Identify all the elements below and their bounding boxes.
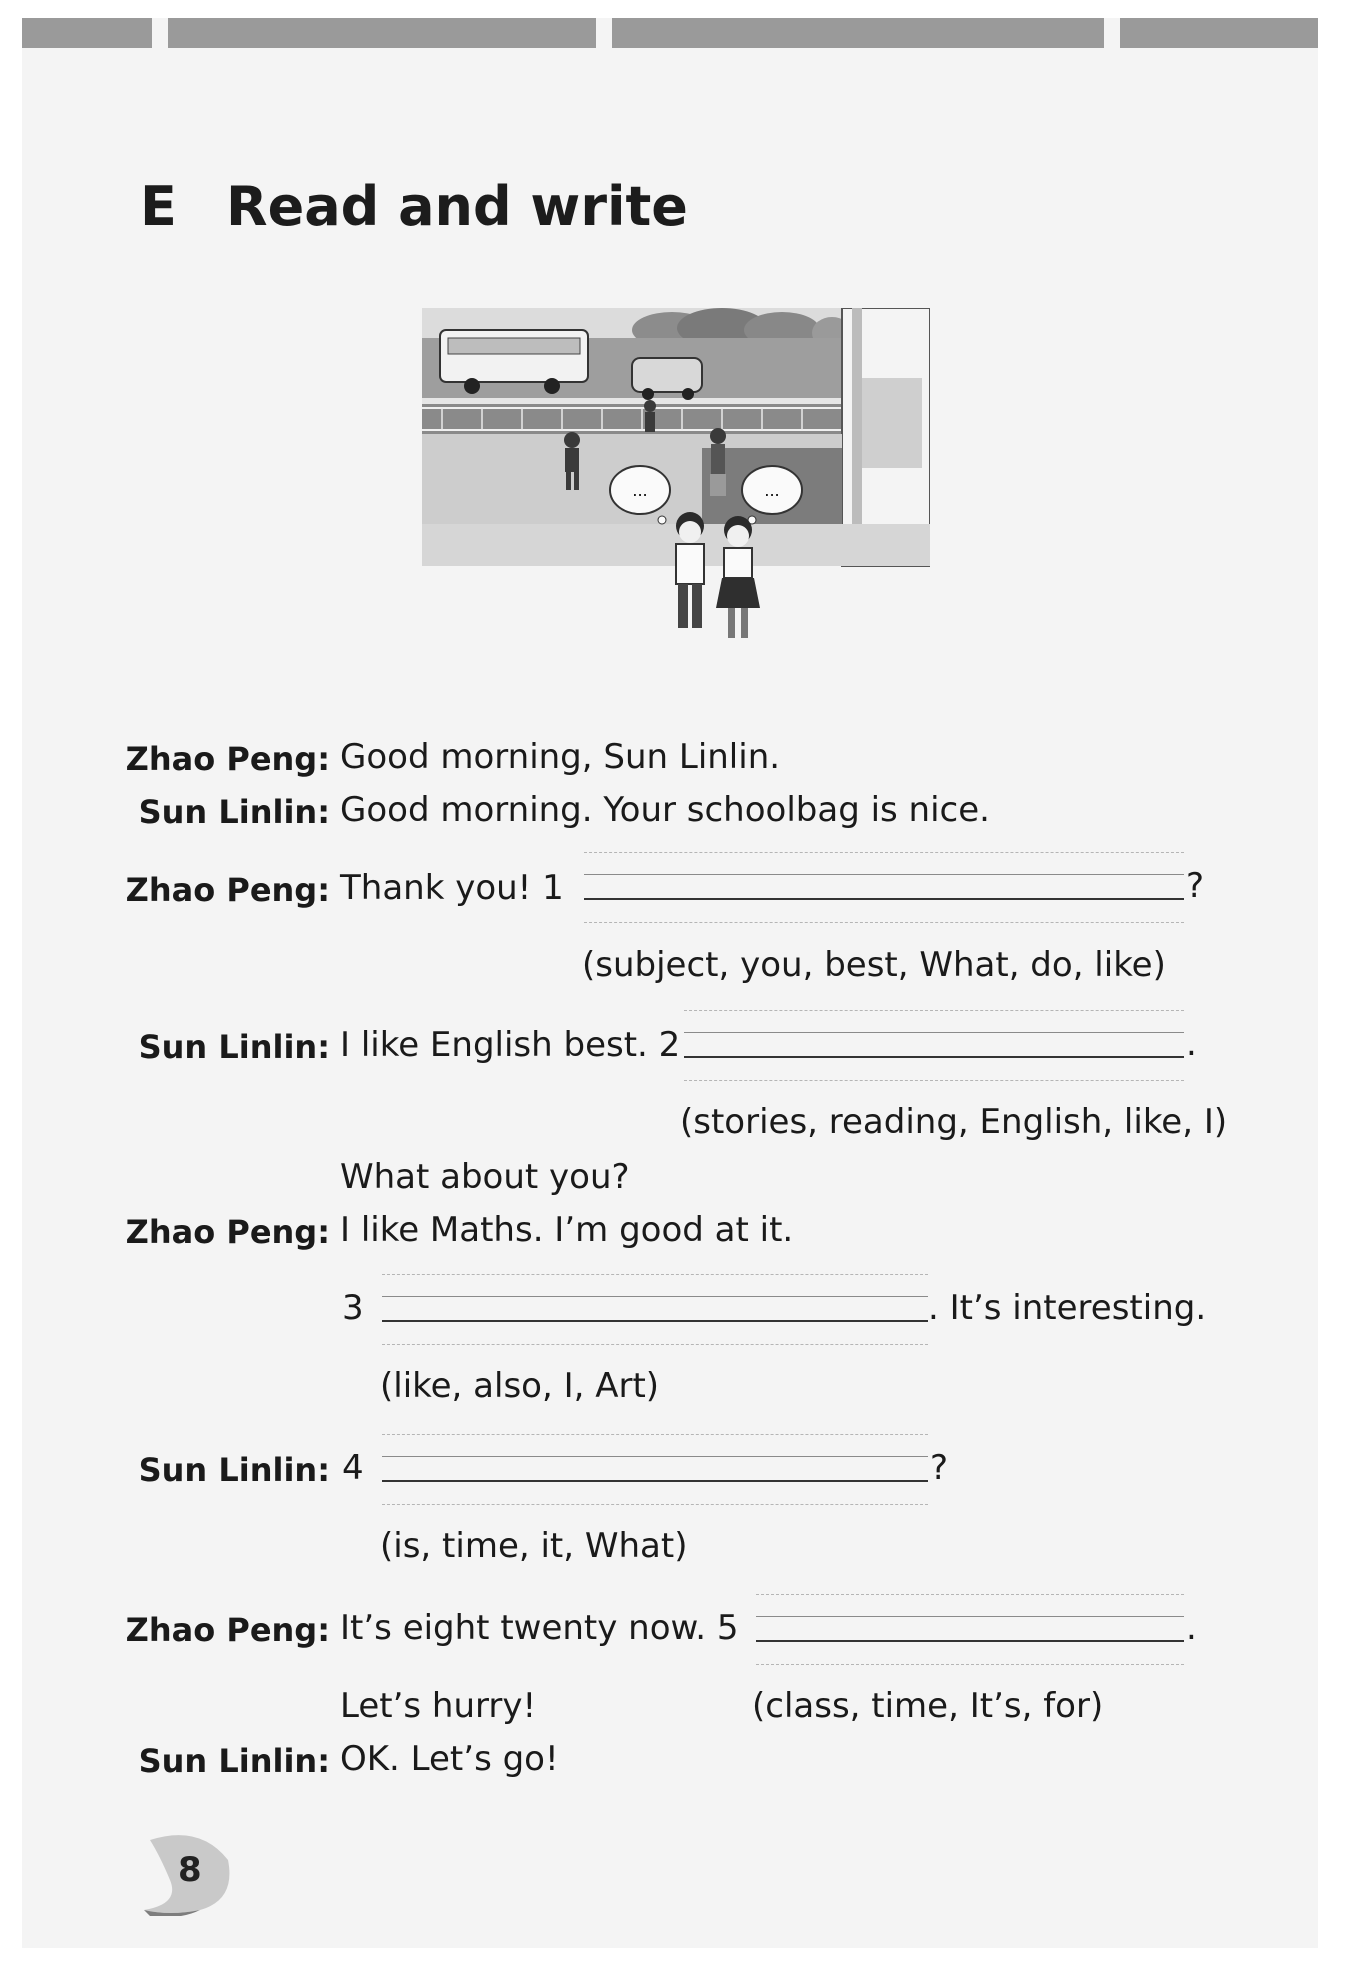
word-hint: (is, time, it, What) [380,1526,688,1566]
writing-guide-line [756,1664,1184,1665]
word-hint: (class, time, It’s, for) [752,1686,1104,1726]
dialogue-line: Let’s hurry! [340,1686,537,1726]
dialogue-line: OK. Let’s go! [340,1739,559,1779]
dialogue-line: Good morning. Your schoolbag is nice. [340,790,990,830]
end-punctuation: . [1186,1608,1197,1648]
speaker-label: Zhao Peng: [125,1611,330,1649]
writing-guide-line [756,1594,1184,1595]
writing-guide-line [584,922,1184,923]
speaker-label: Sun Linlin: [138,1028,330,1066]
speaker-label: Zhao Peng: [125,740,330,778]
section-letter: E [140,175,177,238]
answer-blank-5[interactable] [756,1640,1184,1642]
writing-guide-line [684,1010,1184,1011]
dialogue-line: I like English best. 2 [340,1025,681,1065]
thought-bubble-text: ... [764,481,780,500]
writing-guide-line [684,1080,1184,1081]
answer-blank-4[interactable] [382,1480,928,1482]
word-hint: (subject, you, best, What, do, like) [582,945,1166,985]
dialogue-line: Good morning, Sun Linlin. [340,737,781,777]
writing-guide-line [382,1504,928,1505]
header-bar [1120,18,1318,48]
end-punctuation: ? [930,1448,949,1488]
header-bar [612,18,1104,48]
answer-blank-2[interactable] [684,1056,1184,1058]
dialogue-line: I like Maths. I’m good at it. [340,1210,794,1250]
answer-blank-3[interactable] [382,1320,928,1322]
speaker-label: Zhao Peng: [125,1213,330,1251]
end-punctuation: . [1186,1024,1197,1064]
writing-guide-line [382,1274,928,1275]
section-heading: Read and write [226,175,688,238]
header-bar [22,18,152,48]
speaker-label: Sun Linlin: [138,1742,330,1780]
page-number: 8 [178,1850,202,1890]
speaker-label: Sun Linlin: [138,1451,330,1489]
speaker-label: Sun Linlin: [138,793,330,831]
header-bar [168,18,596,48]
answer-blank-1[interactable] [584,898,1184,900]
thought-bubble-text: ... [632,481,648,500]
blank-number: 3 [342,1288,364,1328]
speaker-label: Zhao Peng: [125,871,330,909]
writing-guide-line [382,1434,928,1435]
section-title [140,175,688,238]
blank-number: 4 [342,1448,364,1488]
dialogue-line: It’s eight twenty now. 5 [340,1608,739,1648]
dialogue-line: What about you? [340,1157,630,1197]
word-hint: (stories, reading, English, like, I) [680,1102,1228,1142]
school-street-illustration [422,308,930,668]
writing-guide-line [382,1296,928,1297]
writing-guide-line [382,1456,928,1457]
dialogue-line: Thank you! 1 [340,868,564,908]
writing-guide-line [684,1032,1184,1033]
writing-guide-line [382,1344,928,1345]
writing-guide-line [584,874,1184,875]
writing-guide-line [756,1616,1184,1617]
dialogue-line: . It’s interesting. [928,1288,1207,1328]
word-hint: (like, also, I, Art) [380,1366,660,1406]
end-punctuation: ? [1186,866,1205,906]
writing-guide-line [584,852,1184,853]
